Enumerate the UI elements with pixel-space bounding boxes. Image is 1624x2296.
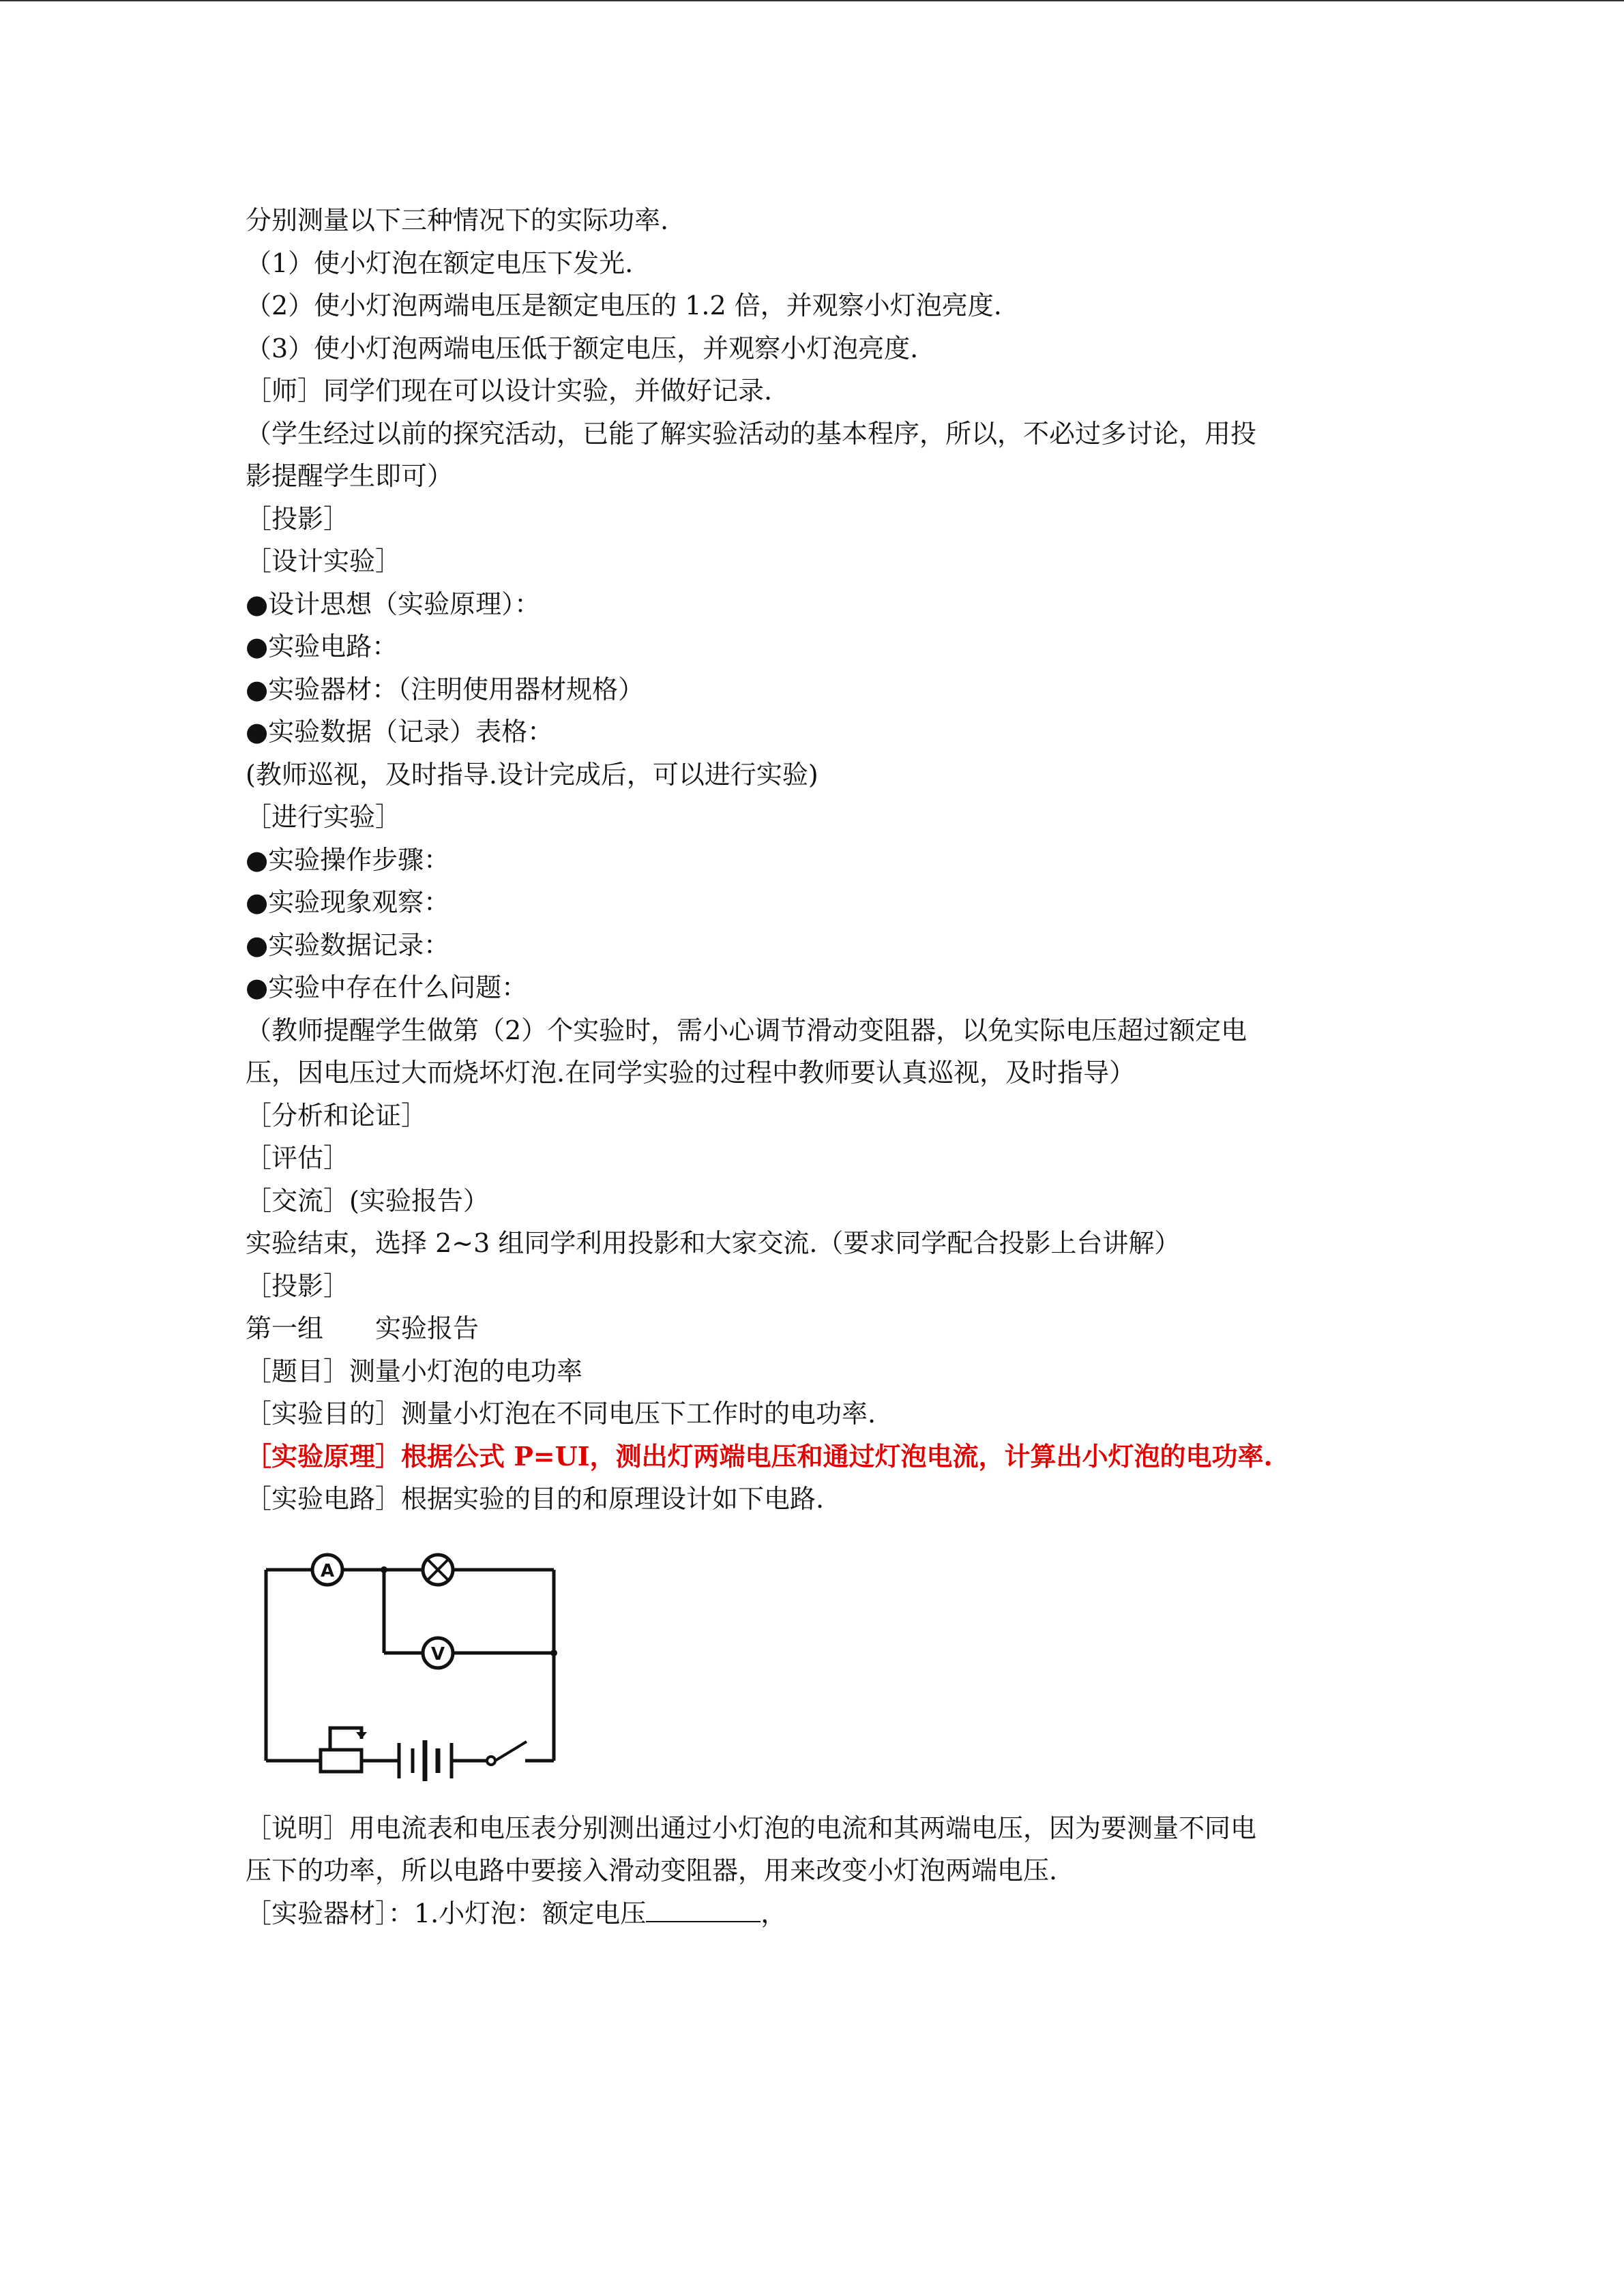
text-line-1: （1）使小灯泡在额定电压下发光. (246, 248, 634, 278)
text-line-22: ［评估］ (246, 1143, 350, 1173)
text-block-top (246, 199, 1391, 1435)
text-line-7: ［投影］ (246, 503, 350, 534)
voltmeter-label: V (430, 1643, 445, 1665)
text-line-15: ●实验操作步骤： (246, 844, 450, 875)
text-line-13: (教师巡视，及时指导.设计完成后，可以进行实验) (246, 759, 818, 790)
text-line-8: ［设计实验］ (246, 546, 402, 576)
text-line-5: （学生经过以前的探究活动，已能了解实验活动的基本程序，所以，不必过多讨论，用投 (246, 418, 1257, 449)
text-line-11: ●实验器材：（注明使用器材规格） (246, 674, 645, 704)
experiment-circuit-line: ［实验电路］根据实验的目的和原理设计如下电路. (246, 1484, 825, 1514)
text-line-27: ［题目］测量小灯泡的电功率 (246, 1356, 583, 1386)
rheostat-arrow-icon (356, 1732, 367, 1739)
switch-contact (487, 1757, 495, 1765)
text-line-28: ［实验目的］测量小灯泡在不同电压下工作时的电功率. (246, 1399, 876, 1429)
text-line-18: ●实验中存在什么问题： (246, 972, 528, 1002)
text-line-4: ［师］同学们现在可以设计实验，并做好记录. (246, 376, 773, 406)
text-line-24: 实验结束，选择 2~3 组同学利用投影和大家交流.（要求同学配合投影上台讲解） (246, 1228, 1181, 1258)
text-line-19: （教师提醒学生做第（2）个实验时，需小心调节滑动变阻器，以免实际电压超过额定电 (246, 1015, 1247, 1045)
text-line-14: ［进行实验］ (246, 802, 402, 832)
text-line-6: 影提醒学生即可） (246, 461, 454, 491)
text-line-9: ●设计思想（实验原理）： (246, 588, 541, 619)
text-line-2: （2）使小灯泡两端电压是额定电压的 1.2 倍，并观察小灯泡亮度. (246, 290, 1002, 320)
text-line-12: ●实验数据（记录）表格： (246, 717, 554, 747)
circuit-diagram (246, 1530, 1391, 1803)
text-line-16: ●实验现象观察： (246, 887, 450, 917)
text-line-0: 分别测量以下三种情况下的实际功率. (246, 205, 669, 235)
rheostat-slider-wire (330, 1728, 361, 1750)
text-line-21: ［分析和论证］ (246, 1100, 428, 1131)
text-line-25: ［投影］ (246, 1270, 350, 1301)
text-line-26: 第一组 实验报告 (246, 1313, 479, 1343)
junction-dot-top (381, 1566, 387, 1573)
junction-dot-right (550, 1650, 557, 1656)
rated-voltage-blank (646, 1894, 761, 1922)
text-block-bottom (246, 1807, 1391, 1892)
text-line-20: 压，因电压过大而烧坏灯泡.在同学实验的过程中教师要认真巡视，及时指导） (246, 1058, 1136, 1088)
experiment-principle-line: ［实验原理］根据公式 P=UI，测出灯两端电压和通过灯泡电流，计算出小灯泡的电功率. (246, 1440, 1273, 1472)
ammeter-label: A (320, 1560, 335, 1581)
equipment-prefix: ［实验器材］：1.小灯泡：额定电压 (246, 1898, 647, 1928)
text-line-10: ●实验电路： (246, 631, 398, 661)
circuit-svg (259, 1530, 559, 1803)
note-line-1: 压下的功率，所以电路中要接入滑动变阻器，用来改变小灯泡两端电压. (246, 1855, 1058, 1885)
text-line-3: （3）使小灯泡两端电压低于额定电压，并观察小灯泡亮度. (246, 333, 919, 363)
note-line-0: ［说明］用电流表和电压表分别测出通过小灯泡的电流和其两端电压，因为要测量不同电 (246, 1813, 1257, 1843)
document-body (246, 199, 1391, 1935)
text-line-23: ［交流］(实验报告） (246, 1185, 489, 1216)
equipment-suffix: ， (761, 1898, 787, 1928)
switch-lever (495, 1742, 527, 1761)
page-top-border (0, 0, 1624, 1)
rheostat-icon (321, 1750, 361, 1772)
text-line-17: ●实验数据记录： (246, 929, 450, 960)
equipment-line (246, 1892, 1391, 1935)
